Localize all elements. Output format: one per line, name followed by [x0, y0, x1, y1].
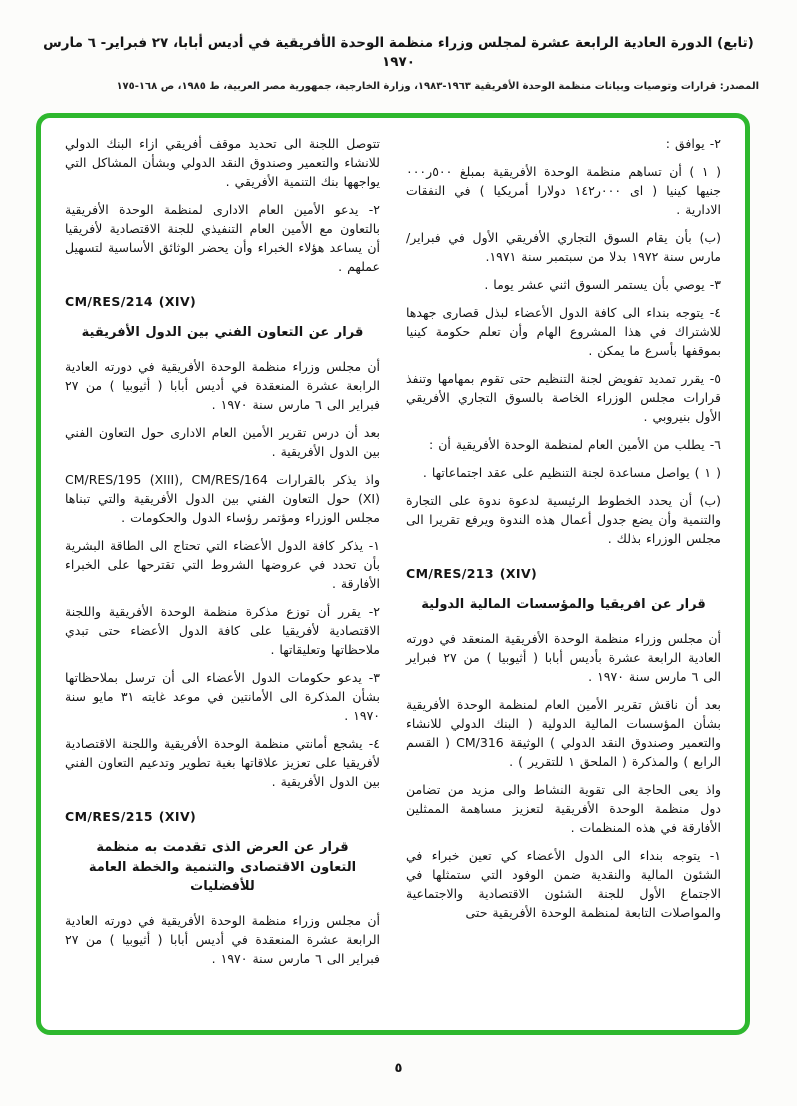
body-paragraph: أن مجلس وزراء منظمة الوحدة الأفريقية في دورته العادية الرابعة عشرة المنعقدة في أديس أبابا ( أثيوبيا ) من ٢٧ فبراير الى ٦ مارس سنة ١٩٧٠ . [65, 913, 380, 966]
body-paragraph: ١- يتوجه بنداء الى الدول الأعضاء كي تعين خبراء في الشئون المالية والنقدية ضمن الوفود التي ستمثلها في الاجتماع الأول للجنة الشئون الاقتصادية والاجتماعية والمواصلات التابعة لمنظمة الوحدة الأفريقية حتى [406, 847, 721, 920]
resolution-ref: CM/RES/213 (XIV) [406, 566, 538, 581]
body-paragraph: ٣- يدعو حكومات الدول الأعضاء الى أن ترسل بملاحظاتها بشأن المذكرة الى الأمانتين في موعد غايته ٣١ مايو سنة ١٩٧٠ . [65, 669, 380, 723]
body-paragraph: (ب) أن يحدد الخطوط الرئيسية لدعوة ندوة على التجارة والتنمية وأن يضع جدول أعمال هذه الندوة ويرفع تقريرا الى مجلس الوزراء بذلك . [406, 493, 721, 546]
body-paragraph: بعد أن درس تقرير الأمين العام الادارى حول التعاون الفني بين الدول الأفريقية . [65, 424, 380, 459]
body-paragraph: واذ يعى الحاجة الى تقوية النشاط والى مزيد من تضامن دول منظمة الوحدة الأفريقية لتعزيز مساهمة الممثلين الأفارقة في هذه المنظمات . [406, 781, 721, 835]
page-number: ٥ [394, 1061, 403, 1076]
body-paragraph: ٢- يدعو الأمين العام الادارى لمنظمة الوحدة الأفريقية بالتعاون مع الأمين العام التنفيذي للجنة الاقتصادية لأفريقيا أن يساعد هؤلاء الخبراء وأن يحضر الوثائق الأساسية لتسهيل عملهم . [65, 202, 380, 274]
right-column [406, 134, 721, 1020]
body-paragraph: بعد أن ناقش تقرير الأمين العام لمنظمة الوحدة الأفريقية بشأن المؤسسات المالية الدولية ( البنك الدولي للانشاء والتعمير وصندوق النقد الدولي ) الوثيقة CM/316 ( القسم الرابع ) والمذكرة ( الملحق ١ للتقرير ) . [406, 696, 721, 769]
body-paragraph: ٣- يوصي بأن يستمر السوق اثني عشر يوما . [484, 277, 721, 292]
document-title: (تابع) الدورة العادية الرابعة عشرة لمجلس وزراء منظمة الوحدة الأفريقية في أديس أبابا، ٢٧ فبراير- ٦ مارس ١٩٧٠ [43, 35, 754, 70]
resolution-title: قرار عن العرض الذى تقدمت به منظمة التعاون الاقتصادى والتنمية والخطة العامة للأفضليات [88, 839, 357, 895]
body-paragraph: ١- يذكر كافة الدول الأعضاء التي تحتاج الى الطاقة البشرية بأن تحدد في عروضها الشروط التي تقترحها على الخبراء الأفارقة . [65, 537, 380, 591]
body-paragraph: ٦- يطلب من الأمين العام لمنظمة الوحدة الأفريقية أن : [429, 437, 721, 452]
left-column [65, 134, 380, 1020]
body-paragraph: ( ١ ) يواصل مساعدة لجنة التنظيم على عقد اجتماعاتها . [422, 465, 721, 480]
body-paragraph: ٢- يوافق : [665, 136, 721, 151]
body-paragraph: ٢- يقرر أن توزع مذكرة منظمة الوحدة الأفريقية واللجنة الاقتصادية لأفريقيا على كافة الدول الأعضاء حتى تبدي ملاحظاتها وتعليقاتها . [65, 603, 380, 657]
body-paragraph: (ب) بأن يقام السوق التجاري الأفريقي الأول في فبراير/ مارس سنة ١٩٧٢ بدلا من سبتمبر سنة ١٩٧١. [406, 230, 721, 264]
resolution-title: قرار عن افريقيا والمؤسسات المالية الدولية [421, 597, 706, 612]
body-paragraph: ٤- يتوجه بنداء الى كافة الدول الأعضاء لبذل قصارى جهدها للاشتراك في هذا المشروع الهام وأن تعلم حكومة كينيا بموقفها بأسرع ما يمكن . [406, 305, 721, 358]
source-note: المصدر: قرارات وتوصيات وبيانات منظمة الوحدة الأفريقية ١٩٦٣-١٩٨٣، وزارة الخارجية، جمهورية مصر العربية، ط ١٩٨٥، ص ١٦٨-١٧٥ [116, 80, 759, 92]
content-border-box [36, 113, 750, 1035]
body-paragraph: واذ يذكر بالقرارات ‪CM/RES/195 (XIII),‬ ‪CM/RES/164 (XI)‬ حول التعاون الفني بين الدول الأفريقية والتي تبناها مجلس الوزراء ومؤتمر رؤساء الدول والحكومات . [65, 471, 381, 525]
two-column-layout [65, 134, 721, 1020]
resolution-ref: CM/RES/215 (XIV) [65, 808, 197, 824]
resolution-ref: CM/RES/214 (XIV) [65, 294, 197, 309]
body-paragraph: ٤- يشجع أمانتي منظمة الوحدة الأفريقية واللجنة الاقتصادية لأفريقيا على تعزيز علاقاتها بغية تطوير وتدعيم التعاون الفني بين الدول الأفريقية . [65, 735, 380, 789]
body-paragraph: أن مجلس وزراء منظمة الوحدة الأفريقية في دورته العادية الرابعة عشرة المنعقدة في أديس أبابا ( أثيوبيا ) من ٢٧ فبراير الى ٦ مارس سنة ١٩٧٠ . [65, 358, 380, 412]
body-paragraph: أن مجلس وزراء منظمة الوحدة الأفريقية المنعقد في دورته العادية الرابعة عشرة بأديس أبابا ( أثيوبيا ) من ٢٧ فبراير الى ٦ مارس سنة ١٩٧٠ . [406, 630, 721, 684]
page-header [38, 34, 759, 92]
resolution-title: قرار عن التعاون الفني بين الدول الأفريقية [81, 325, 364, 340]
body-paragraph: ( ١ ) أن تساهم منظمة الوحدة الأفريقية بمبلغ ٥٠٠ر٠٠٠ جنيها كينيا ( اى ٠٠٠ر١٤٢ دولارا أمريكيا ) في النفقات الادارية . [406, 164, 721, 217]
body-paragraph: تتوصل اللجنة الى تحديد موقف أفريقي ازاء البنك الدولي للانشاء والتعمير وصندوق النقد الدولي وبشأن المشاكل التي يواجهها بنك التنمية الأفريقي . [65, 136, 380, 189]
body-paragraph: ٥- يقرر تمديد تفويض لجنة التنظيم حتى تقوم بمهامها وتنفذ قرارات مجلس الوزراء الخاصة بالسوق التجاري الأفريقي الأول بنيروبي . [406, 371, 721, 424]
